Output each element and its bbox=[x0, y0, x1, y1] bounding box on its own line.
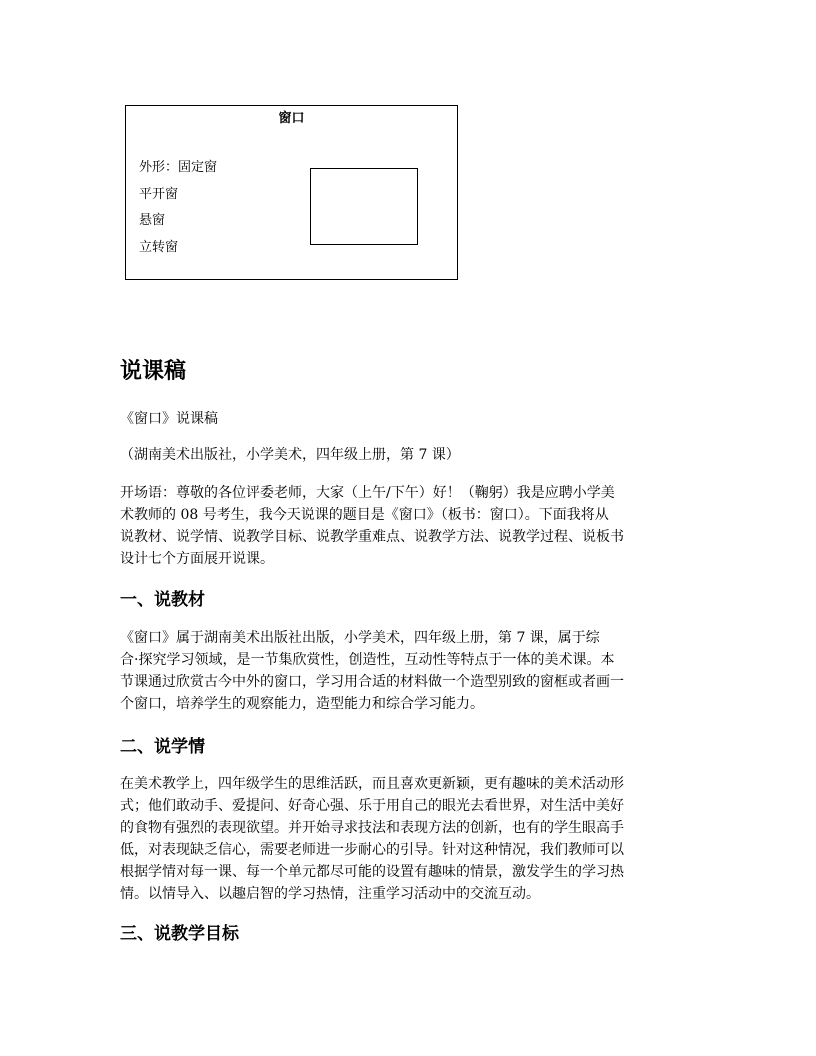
section-heading-objectives: 三、说教学目标 bbox=[120, 924, 239, 944]
board-item-casement: 平开窗 bbox=[139, 187, 179, 202]
text-line: 的食物有强烈的表现欲望。并开始寻求技法和表现方法的创新，也有的学生眼高手 bbox=[120, 820, 624, 836]
board-item-pivot: 立转窗 bbox=[139, 240, 179, 255]
opening-paragraph bbox=[120, 482, 700, 570]
section-heading-students: 二、说学情 bbox=[120, 737, 205, 757]
text-line: 术教师的 08 号考生，我今天说课的题目是《窗口》（板书：窗口）。下面我将从 bbox=[120, 507, 609, 523]
board-item-shape: 外形：固定窗 bbox=[139, 160, 218, 175]
text-line: 节课通过欣赏古今中外的窗口，学习用合适的材料做一个造型别致的窗框或者画一 bbox=[120, 674, 624, 690]
lesson-title: 《窗口》说课稿 bbox=[120, 411, 218, 427]
text-line: 《窗口》属于湖南美术出版社出版，小学美术，四年级上册，第 7 课，属于综 bbox=[120, 630, 600, 646]
text-line: 情。以情导入、以趣启智的学习热情，注重学习活动中的交流互动。 bbox=[120, 886, 540, 902]
source-line: （湖南美术出版社，小学美术，四年级上册，第 7 课） bbox=[120, 447, 460, 463]
text-line: 根据学情对每一课、每一个单元都尽可能的设置有趣味的情景，激发学生的学习热 bbox=[120, 864, 624, 880]
blackboard-design-box bbox=[125, 105, 458, 280]
section-paragraph-students bbox=[120, 773, 700, 905]
text-line: 个窗口，培养学生的观察能力，造型能力和综合学习能力。 bbox=[120, 696, 484, 712]
text-line: 合·探究学习领域，是一节集欣赏性，创造性，互动性等特点于一体的美术课。本 bbox=[120, 652, 615, 668]
text-line: 在美术教学上，四年级学生的思维活跃，而且喜欢更新颖，更有趣味的美术活动形 bbox=[120, 776, 624, 792]
text-line: 说教材、说学情、说教学目标、说教学重难点、说教学方法、说教学过程、说板书 bbox=[120, 529, 624, 545]
board-title: 窗口 bbox=[278, 111, 305, 126]
text-line: 开场语：尊敬的各位评委老师，大家（上午/下午）好！（鞠躬）我是应聘小学美 bbox=[120, 485, 615, 501]
text-line: 式；他们敢动手、爱提问、好奇心强、乐于用自己的眼光去看世界，对生活中美好 bbox=[120, 798, 624, 814]
text-line: 低，对表现缺乏信心，需要老师进一步耐心的引导。针对这种情况，我们教师可以 bbox=[120, 842, 624, 858]
section-heading-textbook: 一、说教材 bbox=[120, 590, 205, 610]
section-paragraph-textbook bbox=[120, 627, 700, 715]
text-line: 设计七个方面展开说课。 bbox=[120, 551, 274, 567]
window-drawing bbox=[310, 168, 418, 245]
page-title: 说课稿 bbox=[120, 359, 187, 384]
board-item-awning: 悬窗 bbox=[139, 213, 166, 228]
